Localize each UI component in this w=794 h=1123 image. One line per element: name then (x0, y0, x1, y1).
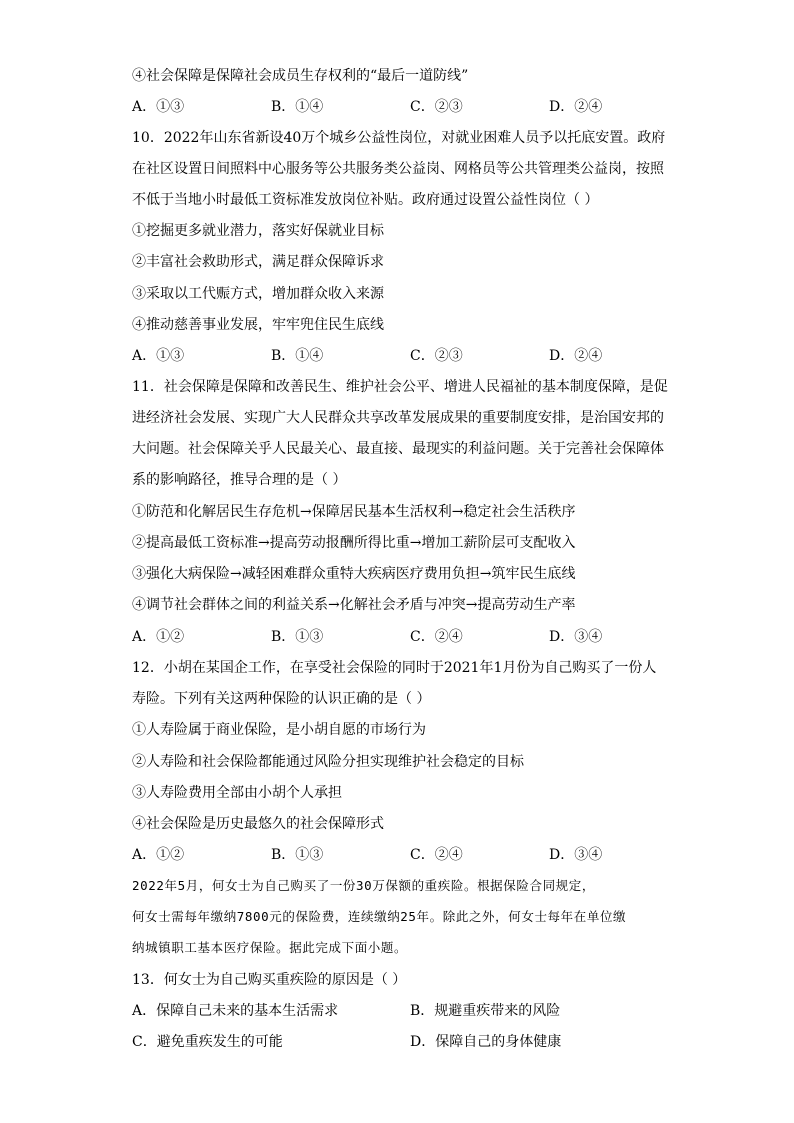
q11-options (132, 627, 672, 647)
q12-option-c: C．②④ (410, 847, 463, 863)
q10-item-3: ③采取以工代赈方式，增加群众收入来源 (132, 286, 384, 302)
q13-option-a: A．保障自己未来的基本生活需求 (132, 1003, 339, 1019)
q9-option-b: B．①④ (271, 99, 324, 115)
q11-option-c: C．②④ (410, 629, 463, 645)
q10-option-a: A．①③ (132, 348, 185, 364)
q11-item-2: ②提高最低工资标准→提高劳动报酬所得比重→增加工薪阶层可支配收入 (132, 535, 576, 551)
q10-option-d: D．②④ (549, 348, 603, 364)
q10-options (132, 346, 672, 366)
q12-stem-line-1: 12．小胡在某国企工作，在享受社会保险的同时于2021年1月份为自己购买了一份人 (132, 660, 657, 676)
q11-item-3: ③强化大病保险→减轻困难群众重特大疾病医疗费用负担→筑牢民生底线 (132, 566, 576, 582)
q12-options (132, 845, 672, 865)
q11-option-b: B．①③ (271, 629, 324, 645)
q10-option-b: B．①④ (271, 348, 324, 364)
passage-line-2: 何女士需每年缴纳7800元的保险费，连续缴纳25年。除此之外，何女士每年在单位缴 (132, 909, 627, 924)
q12-option-d: D．③④ (549, 847, 603, 863)
q12-item-3: ③人寿险费用全部由小胡个人承担 (132, 785, 342, 801)
q10-item-4: ④推动慈善事业发展，牢牢兜住民生底线 (132, 317, 384, 333)
q10-stem-line-3: 不低于当地小时最低工资标准发放岗位补贴。政府通过设置公益性岗位（ ） (132, 192, 599, 208)
passage-line-3: 纳城镇职工基本医疗保险。据此完成下面小题。 (132, 940, 408, 955)
q10-item-2: ②丰富社会救助形式，满足群众保障诉求 (132, 254, 384, 270)
passage-line-1: 2022年5月，何女士为自己购买了一份30万保额的重疾险。根据保险合同规定， (132, 878, 595, 893)
q11-stem-line-2: 进经济社会发展、实现广大人民群众共享改革发展成果的重要制度安排，是治国安邦的 (132, 410, 664, 426)
q10-option-c: C．②③ (410, 348, 463, 364)
q13-options-row-2 (132, 1032, 672, 1052)
q9-item-4: ④社会保障是保障社会成员生存权利的“最后一道防线” (132, 68, 469, 84)
q13-option-b: B．规避重疾带来的风险 (410, 1003, 561, 1019)
q11-item-4: ④调节社会群体之间的利益关系→化解社会矛盾与冲突→提高劳动生产率 (132, 597, 576, 613)
q10-item-1: ①挖掘更多就业潜力，落实好保就业目标 (132, 223, 384, 239)
q11-stem-line-4: 系的影响路径，推导合理的是（ ） (132, 472, 347, 488)
q9-option-a: A．①③ (132, 99, 185, 115)
q12-option-a: A．①② (132, 847, 185, 863)
q12-item-4: ④社会保险是历史最悠久的社会保障形式 (132, 816, 384, 832)
q9-options (132, 97, 672, 117)
q11-stem-line-1: 11．社会保障是保障和改善民生、维护社会公平、增进人民福祉的基本制度保障，是促 (132, 379, 668, 395)
q11-item-1: ①防范和化解居民生存危机→保障居民基本生活权利→稳定社会生活秩序 (132, 504, 576, 520)
q10-stem-line-2: 在社区设置日间照料中心服务等公共服务类公益岗、网格员等公共管理类公益岗，按照 (132, 161, 664, 177)
q13-option-c: C．避免重疾发生的可能 (132, 1034, 283, 1050)
q12-stem-line-2: 寿险。下列有关这两种保险的认识正确的是（ ） (132, 691, 431, 707)
q10-stem-line-1: 10．2022年山东省新设40万个城乡公益性岗位，对就业困难人员予以托底安置。政府 (132, 130, 666, 146)
q11-stem-line-3: 大问题。社会保障关乎人民最关心、最直接、最现实的利益问题。关于完善社会保障体 (132, 441, 664, 457)
q11-option-d: D．③④ (549, 629, 603, 645)
q11-option-a: A．①② (132, 629, 185, 645)
q12-option-b: B．①③ (271, 847, 324, 863)
q9-option-d: D．②④ (549, 99, 603, 115)
q13-options-row-1 (132, 1001, 672, 1021)
q12-item-1: ①人寿险属于商业保险，是小胡自愿的市场行为 (132, 722, 426, 738)
q13-option-d: D．保障自己的身体健康 (410, 1034, 562, 1050)
q12-item-2: ②人寿险和社会保险都能通过风险分担实现维护社会稳定的目标 (132, 754, 524, 770)
q9-option-c: C．②③ (410, 99, 463, 115)
q13-stem: 13．何女士为自己购买重疾险的原因是（ ） (132, 972, 407, 988)
